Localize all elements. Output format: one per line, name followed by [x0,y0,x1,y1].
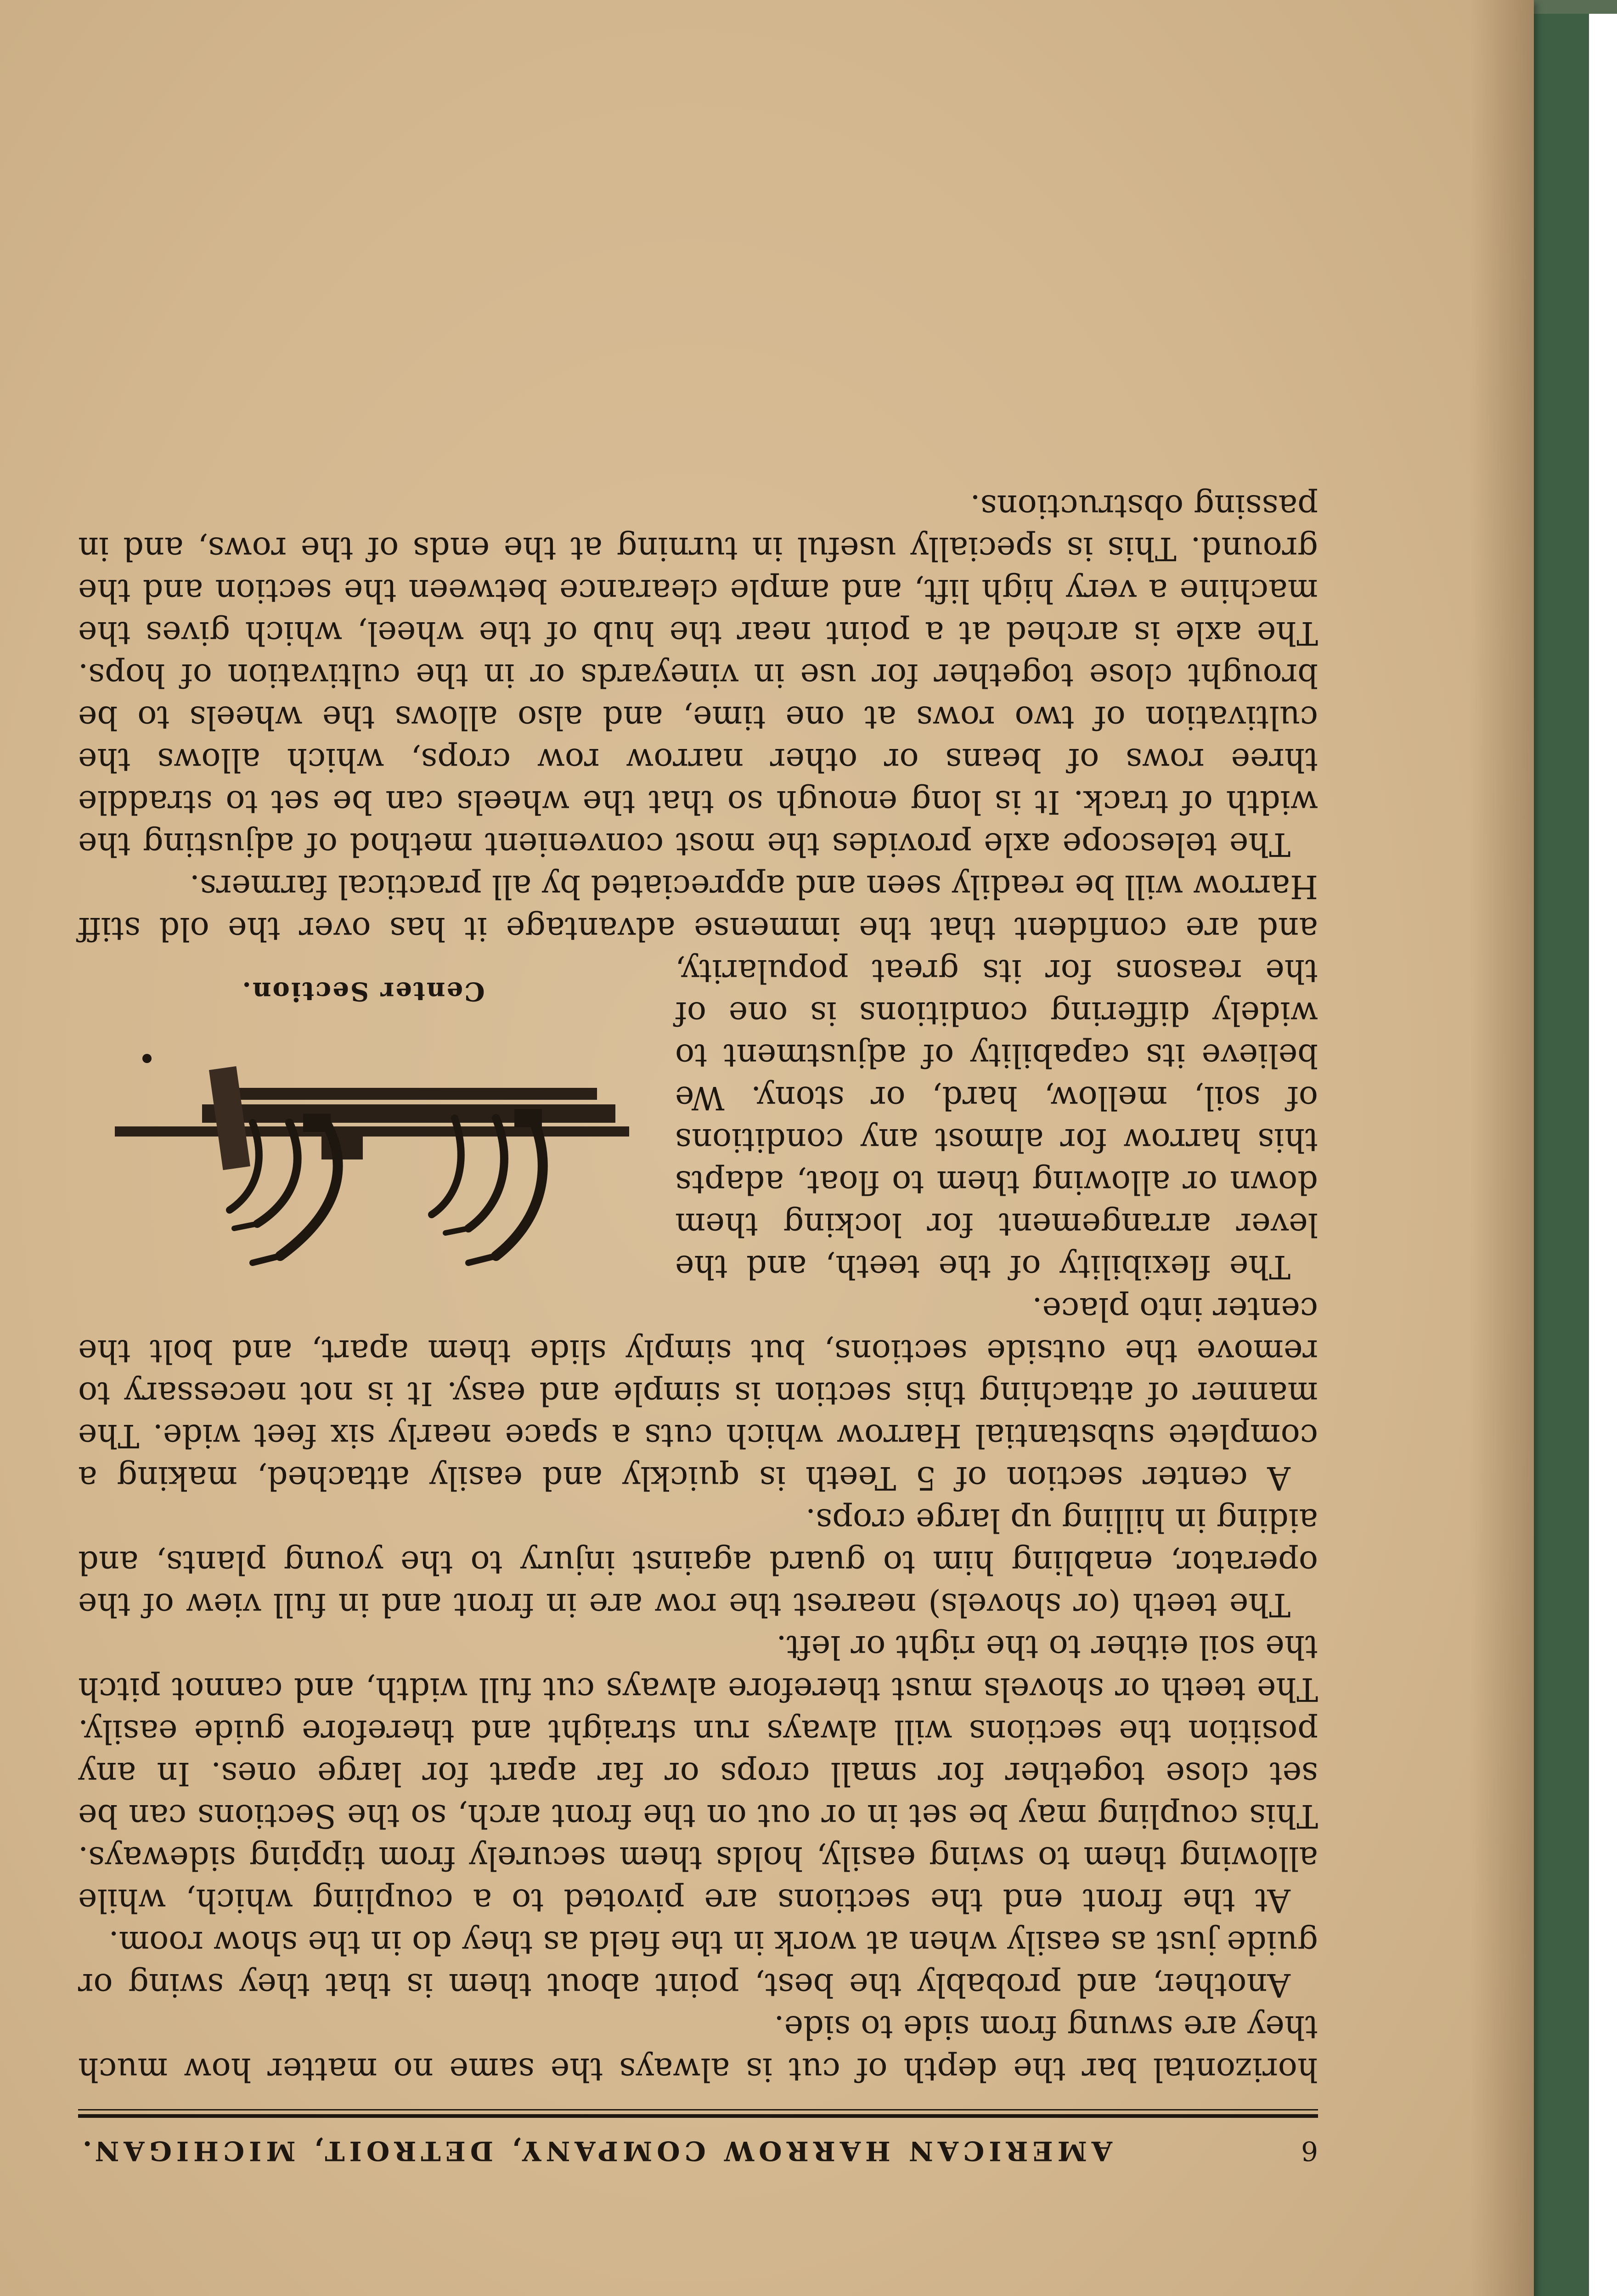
paragraph-teeth: The teeth (or shovels) nearest the row are in front and in full view of the operator, enabling him to guard against injury to the young plants, and aiding in hilling up large crops. [78,1502,1318,1624]
header-rule [78,2114,1318,2118]
center-section-figure [78,970,648,1274]
running-header [78,2130,1318,2172]
harrow-center-section-illustration [78,1017,648,1274]
figure-caption: Center Section. [241,976,485,1007]
running-title: AMERICAN HARROW COMPANY, DETROIT, MICHIGAN. [78,2135,1112,2167]
header-rule-thin [78,2109,1318,2110]
page-content [78,485,1318,2172]
paragraph-coupling: At the front end the sections are pivoted to a coupling which, while allowing them to swing easily, holds them securely from tipping sideways. This coupling may be set in or out on the front arch, so the Sections can be set close together for small crops or far apart for large ones. In any position the sections will always run straight and therefore guide easily. The teeth or shovels must therefore always cut full width, and cannot pitch the soil either to the right or left. [78,1628,1318,1919]
paragraph-continuation: horizontal bar the depth of cut is always the same no matter how much they are swung from side to side. [78,2009,1318,2088]
paragraph-guiding: Another, and probably the best, point about them is that they swing or guide just as easily when at work in the field as they do in the show room. [78,1924,1318,2004]
paragraph-center-section: A center section of 5 Teeth is quickly and easily attached, making a complete substantial Harrow which cuts a space nearly six feet wide. The manner of attaching this section is simple and easy. It is not necessary to remove the outside sections, but simply slide them apart, and bolt the center into place. [78,1290,1318,1497]
paragraph-flexibility: The flexibility of the teeth, and the lever arrangement for locking them down or allowing them to float, adapts this harrow for almost any conditions of soil, mellow, hard, or stony. We believe its capability of adjustment to widely differing conditions is one of the reasons for its great popularity, and are confident that the immense advantage it has over the old stiff Harrow will be readily seen and appreciated by all practical farmers. [78,868,1318,1286]
page-gutter-shadow [1470,0,1534,2296]
page-number: 6 [1301,2135,1318,2167]
paragraph-telescope-axle: The telescope axle provides the most convenient method of adjusting the width of track. It is long enough so that the wheels can be set to straddle three rows of beans or other narrow row crops, which allows the cultivation of two rows at one time, and also allows the wheels to be brought close together for use in vineyards or in the cultivation of hops. The axle is arched at a point near the hub of the wheel, which gives the machine a very high lift, and ample clearance between the section and the ground. This is specially useful in turning at the ends of the rows, and in passing obstructions. [78,488,1318,863]
